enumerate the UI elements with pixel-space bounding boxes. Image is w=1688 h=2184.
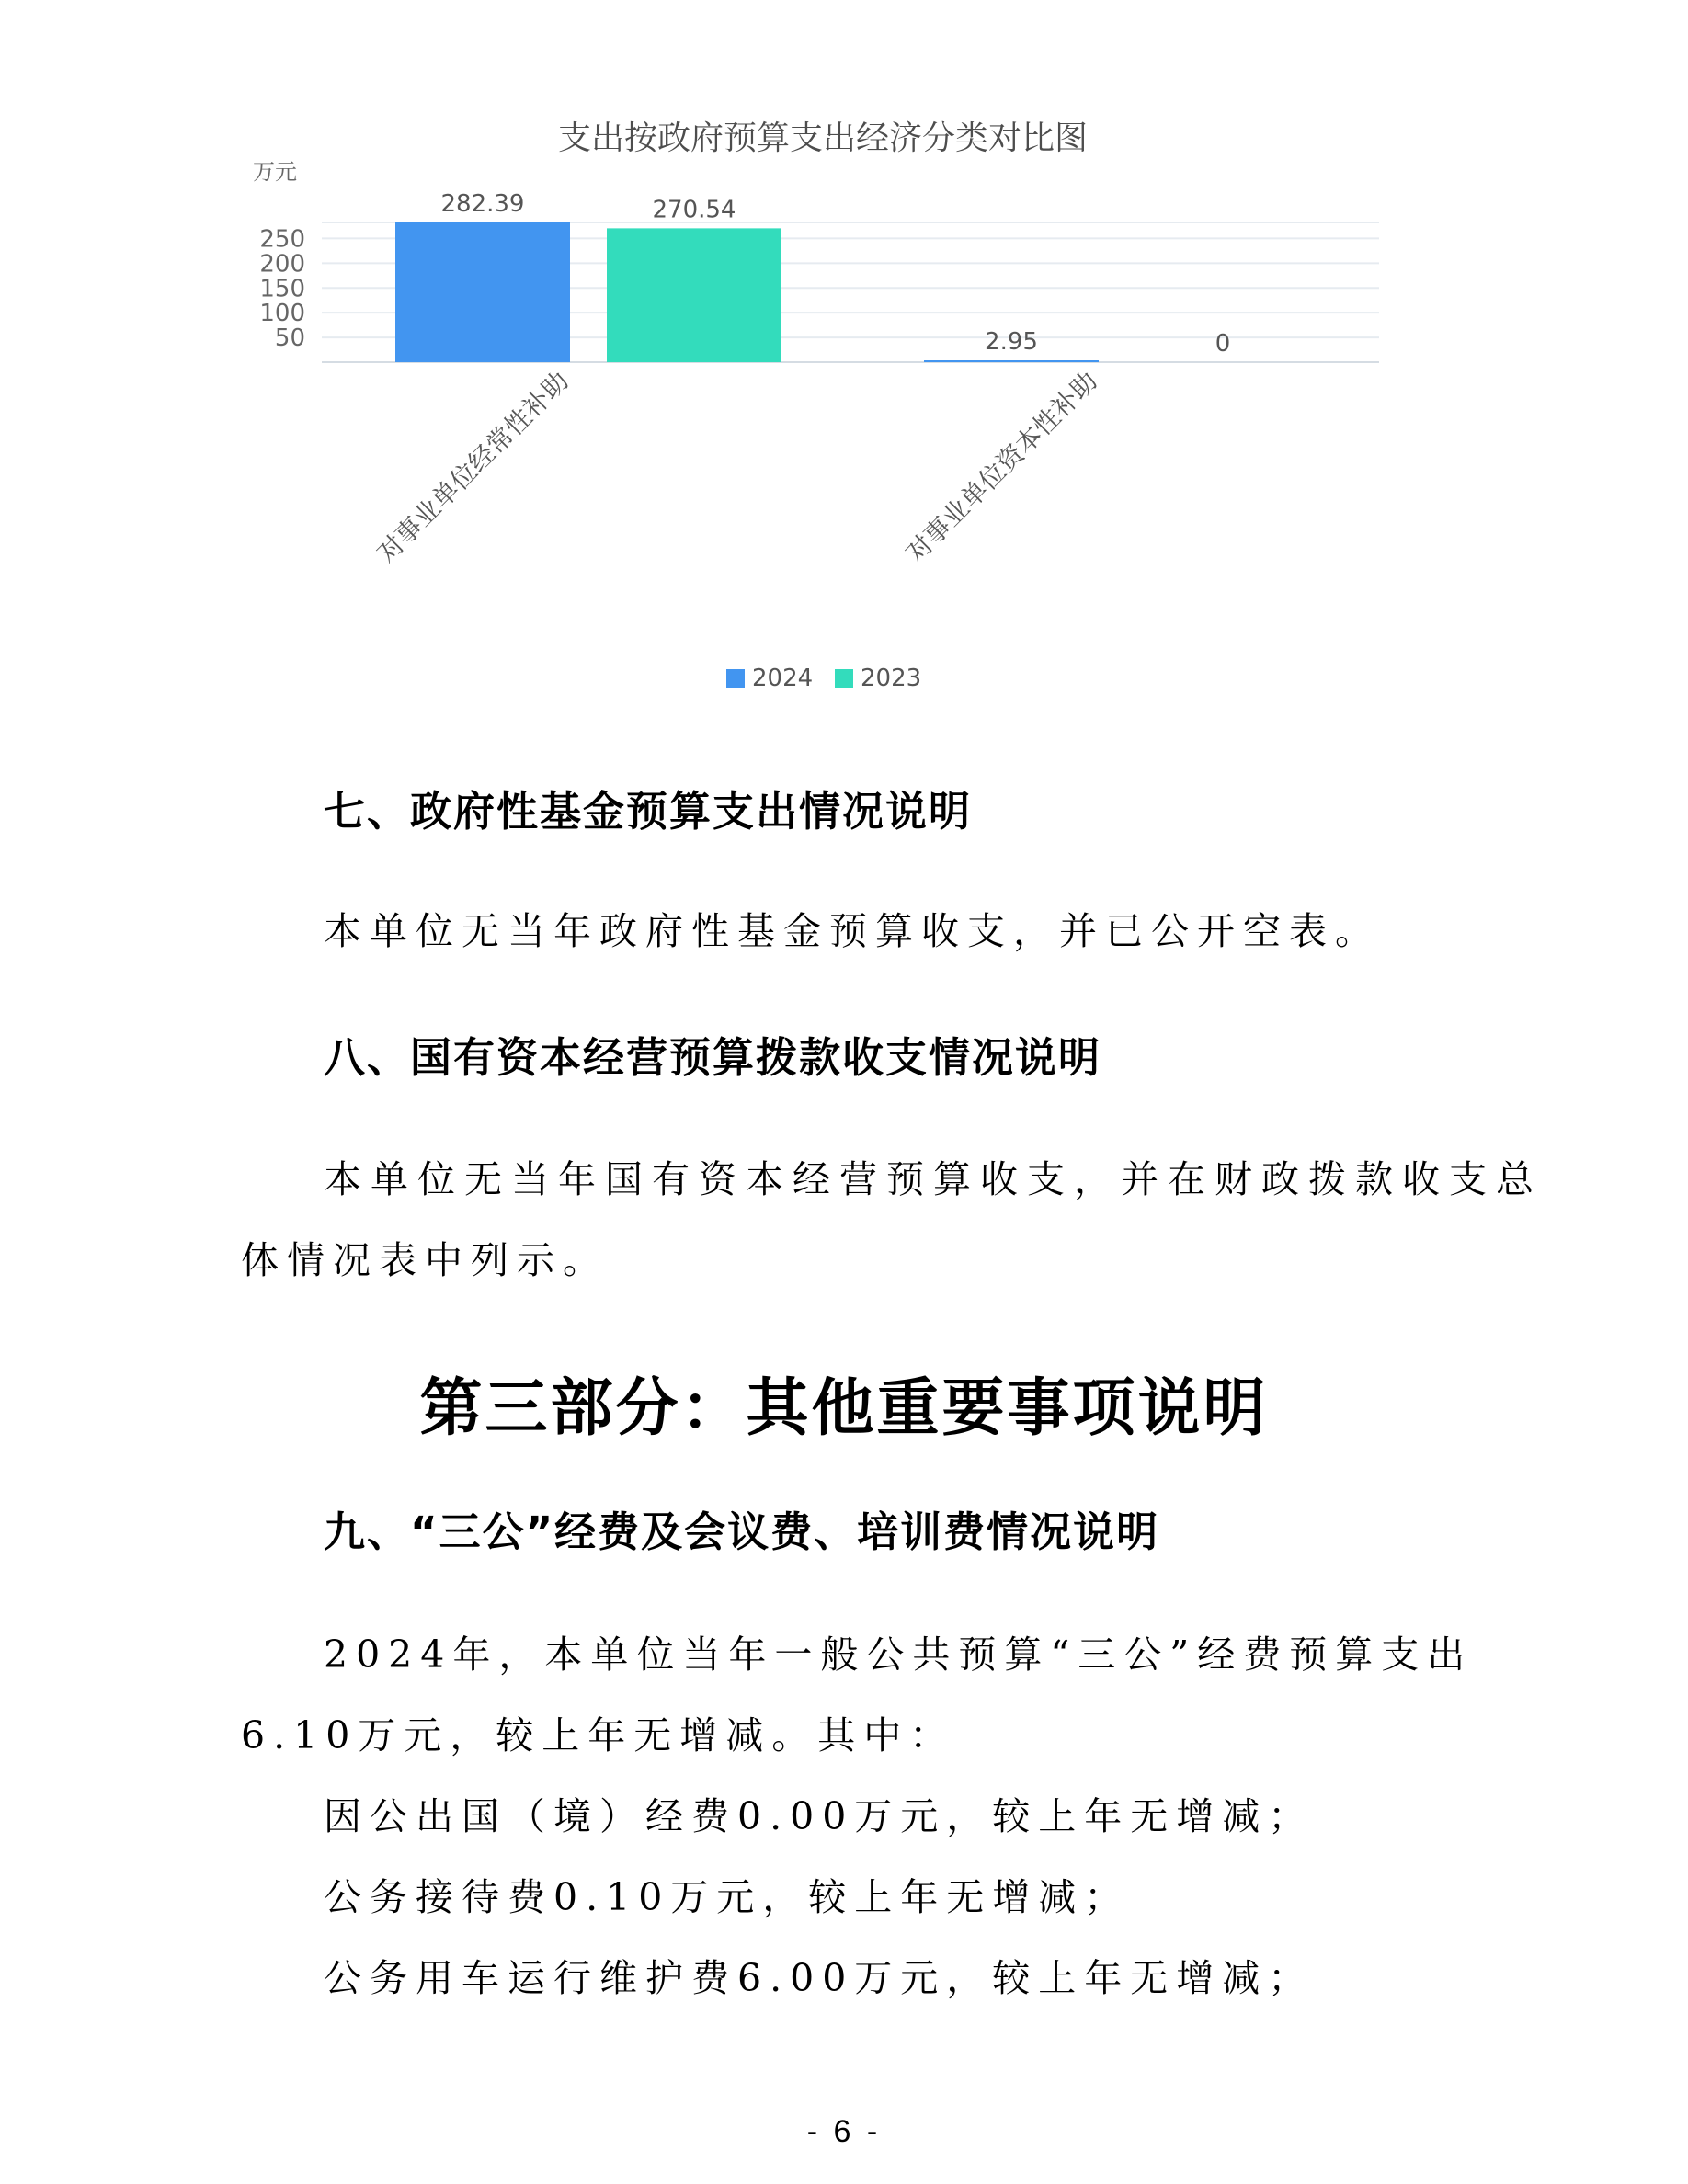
y-tick-label: 250 xyxy=(259,225,305,254)
bar-2024-2 xyxy=(924,360,1099,362)
legend xyxy=(726,665,921,692)
chart-title: 支出按政府预算支出经济分类对比图 xyxy=(557,119,1089,157)
chart-canvas xyxy=(230,110,1425,717)
page-number: - 6 - xyxy=(806,2114,882,2149)
data-label: 0 xyxy=(1215,330,1231,358)
section-9-line3: 因公出国（境）经费0.00万元，较上年无增减； xyxy=(324,1794,1315,1838)
expenditure-comparison-chart xyxy=(230,110,1425,717)
category-label: 对事业单位资本性补助 xyxy=(899,365,1103,569)
y-axis-ticks xyxy=(259,225,305,352)
category-label: 对事业单位经常性补助 xyxy=(371,365,575,569)
section-7-heading: 七、政府性基金预算支出情况说明 xyxy=(324,787,973,836)
y-tick-label: 100 xyxy=(259,300,305,328)
legend-swatch-2024 xyxy=(726,669,745,688)
bar-2024-1 xyxy=(395,222,570,362)
section-7-body: 本单位无当年政府性基金预算收支，并已公开空表。 xyxy=(324,909,1381,953)
section-8-heading: 八、国有资本经营预算拨款收支情况说明 xyxy=(324,1033,1102,1082)
section-9-line4: 公务接待费0.10万元，较上年无增减； xyxy=(324,1875,1131,1919)
legend-label: 2023 xyxy=(861,665,922,692)
legend-swatch-2023 xyxy=(835,669,853,688)
y-tick-label: 200 xyxy=(259,250,305,279)
legend-label: 2024 xyxy=(752,665,814,692)
y-tick-label: 150 xyxy=(259,275,305,303)
section-9-line5: 公务用车运行维护费6.00万元，较上年无增减； xyxy=(324,1956,1315,2000)
category-labels xyxy=(371,366,1103,569)
part-3-title: 第三部分：其他重要事项说明 xyxy=(419,1372,1269,1445)
data-label: 282.39 xyxy=(440,190,525,218)
section-9-line2: 6.10万元，较上年无增减。其中： xyxy=(241,1713,956,1757)
y-axis-unit-label: 万元 xyxy=(253,159,297,185)
data-label: 270.54 xyxy=(652,196,736,224)
bar-2023-1 xyxy=(607,228,781,362)
section-8-body-line1: 本单位无当年国有资本经营预算收支，并在财政拨款收支总 xyxy=(324,1157,1543,1201)
section-8-body-line2: 体情况表中列示。 xyxy=(241,1238,609,1282)
section-9-heading: 九、“三公”经费及会议费、培训费情况说明 xyxy=(324,1507,1160,1556)
y-tick-label: 50 xyxy=(274,324,305,353)
data-label: 2.95 xyxy=(985,328,1038,356)
section-9-line1: 2024年，本单位当年一般公共预算“三公”经费预算支出 xyxy=(324,1632,1474,1677)
